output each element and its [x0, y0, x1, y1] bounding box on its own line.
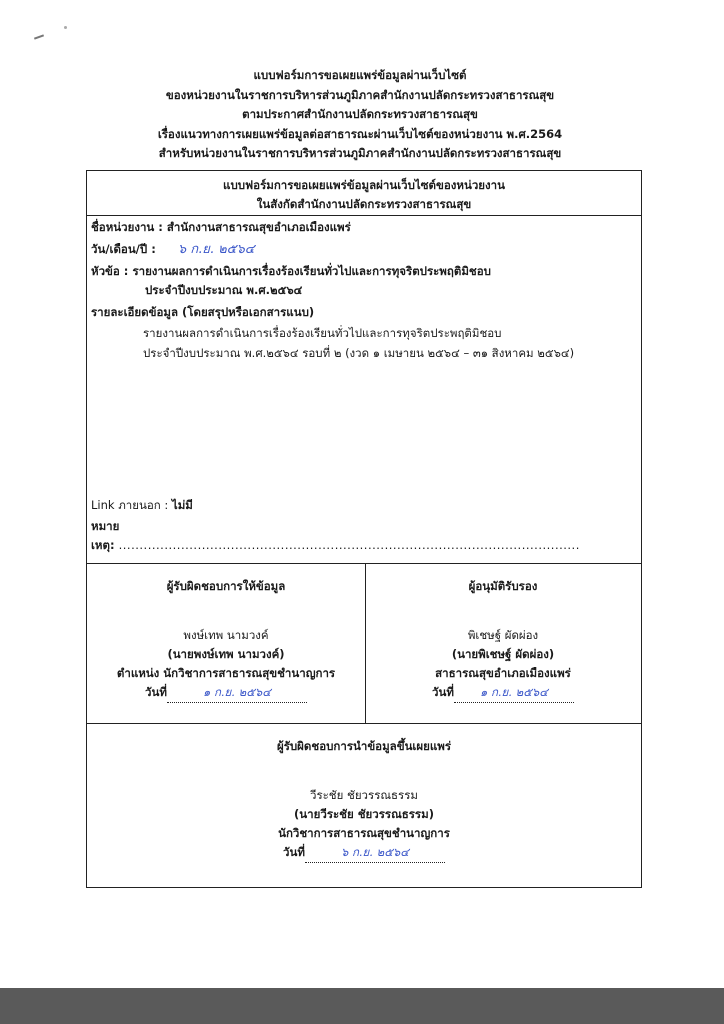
publisher-fullname: (นายวีระชัย ชัยวรรณธรรม): [294, 807, 434, 821]
form-frame: [86, 170, 642, 888]
publisher-signature: [87, 737, 641, 863]
publisher-position: นักวิชาการสาธารณสุขชำนาญการ: [278, 826, 450, 840]
header-line-5: สำหรับหน่วยงานในราชการบริหารส่วนภูมิภาคสำนักงานปลัดกระทรวงสาธารณสุข: [158, 146, 562, 160]
detail-line-1: รายงานผลการดำเนินการเรื่องร้องเรียนทั่วไปและการทุจริตประพฤติมิชอบ: [143, 326, 502, 340]
agency-row: [91, 219, 351, 235]
header-line-3: ตามประกาศสำนักงานปลัดกระทรวงสาธารณสุข: [242, 107, 478, 121]
agency-label: ชื่อหน่วยงาน :: [91, 220, 163, 234]
note-label-1: หมาย: [91, 519, 120, 533]
approver-name: พิเชษฐ์ ผัดผ่อง: [467, 628, 539, 642]
provider-date-label: วันที่: [145, 685, 167, 699]
signature-divider: [87, 563, 641, 564]
note-row: [91, 537, 580, 553]
topic-line-1: รายงานผลการดำเนินการเรื่องร้องเรียนทั่วไปและการทุจริตประพฤติมิชอบ: [132, 264, 491, 278]
provider-name: พงษ์เทพ นามวงค์: [183, 628, 269, 642]
form-title-1: แบบฟอร์มการขอเผยแพร่ข้อมูลผ่านเว็บไซต์ของหน่วยงาน: [223, 178, 505, 192]
agency-value: สำนักงานสาธารณสุขอำเภอเมืองแพร่: [166, 220, 351, 234]
approver-date-label: วันที่: [432, 685, 454, 699]
header-line-2: ของหน่วยงานในราชการบริหารส่วนภูมิภาคสำนักงานปลัดกระทรวงสาธารณสุข: [165, 87, 555, 102]
publisher-date-row: [87, 843, 641, 863]
approver-fullname: (นายพิเชษฐ์ ผัดผ่อง): [451, 647, 555, 661]
publisher-heading: ผู้รับผิดชอบการนำข้อมูลขึ้นเผยแพร่: [276, 739, 452, 753]
detail-line-2: ประจำปีงบประมาณ พ.ศ.๒๕๖๔ รอบที่ ๒ (งวด ๑ เมษายน ๒๕๖๔ – ๓๑ สิงหาคม ๒๕๖๔): [143, 346, 575, 360]
link-label: Link ภายนอก :: [91, 498, 169, 512]
publisher-divider: [87, 723, 641, 724]
header-line-4: เรื่องแนวทางการเผยแพร่ข้อมูลต่อสาธารณะผ่านเว็บไซต์ของหน่วยงาน พ.ศ.2564: [157, 126, 563, 141]
approver-date-value: ๑ ก.ย. ๒๕๖๔: [454, 683, 574, 703]
scan-mark: [34, 34, 44, 39]
link-row: [91, 497, 193, 513]
scan-dot: [64, 26, 67, 29]
scan-bottom-edge: [0, 988, 724, 1024]
approver-heading: ผู้อนุมัติรับรอง: [468, 579, 538, 593]
date-row: [91, 241, 255, 258]
approver-date-row: [365, 683, 641, 703]
publisher-date-value: ๖ ก.ย. ๒๕๖๔: [305, 843, 445, 863]
provider-date-row: [87, 683, 365, 703]
provider-heading: ผู้รับผิดชอบการให้ข้อมูล: [166, 579, 286, 593]
note-dots: ...............................................................................................................: [118, 538, 580, 552]
date-label: วัน/เดือน/ปี :: [91, 242, 156, 256]
publisher-date-label: วันที่: [283, 845, 305, 859]
publisher-name: วีระชัย ชัยวรรณธรรม: [310, 788, 418, 802]
detail-label: รายละเอียดข้อมูล (โดยสรุปหรือเอกสารแนบ): [91, 305, 315, 319]
topic-line-2: ประจำปีงบประมาณ พ.ศ.๒๕๖๔: [145, 283, 303, 297]
provider-position: ตำแหน่ง นักวิชาการสาธารณสุขชำนาญการ: [116, 666, 336, 680]
topic-label: หัวข้อ :: [91, 264, 129, 278]
provider-fullname: (นายพงษ์เทพ นามวงค์): [167, 647, 285, 661]
approver-position: สาธารณสุขอำเภอเมืองแพร่: [435, 666, 571, 680]
header-line-1: แบบฟอร์มการขอเผยแพร่ข้อมูลผ่านเว็บไซต์: [253, 68, 467, 82]
link-value: ไม่มี: [171, 498, 193, 512]
note-label-2: เหตุ:: [91, 538, 115, 552]
provider-date-value: ๑ ก.ย. ๒๕๖๔: [167, 683, 307, 703]
form-title-2: ในสังกัดสำนักงานปลัดกระทรวงสาธารณสุข: [256, 197, 472, 211]
topic-row: [91, 263, 491, 279]
date-value: ๖ ก.ย. ๒๕๖๔: [177, 242, 255, 257]
approver-signature: [365, 577, 641, 703]
document-header: [60, 66, 660, 164]
provider-signature: [87, 577, 365, 703]
title-divider: [87, 215, 641, 216]
